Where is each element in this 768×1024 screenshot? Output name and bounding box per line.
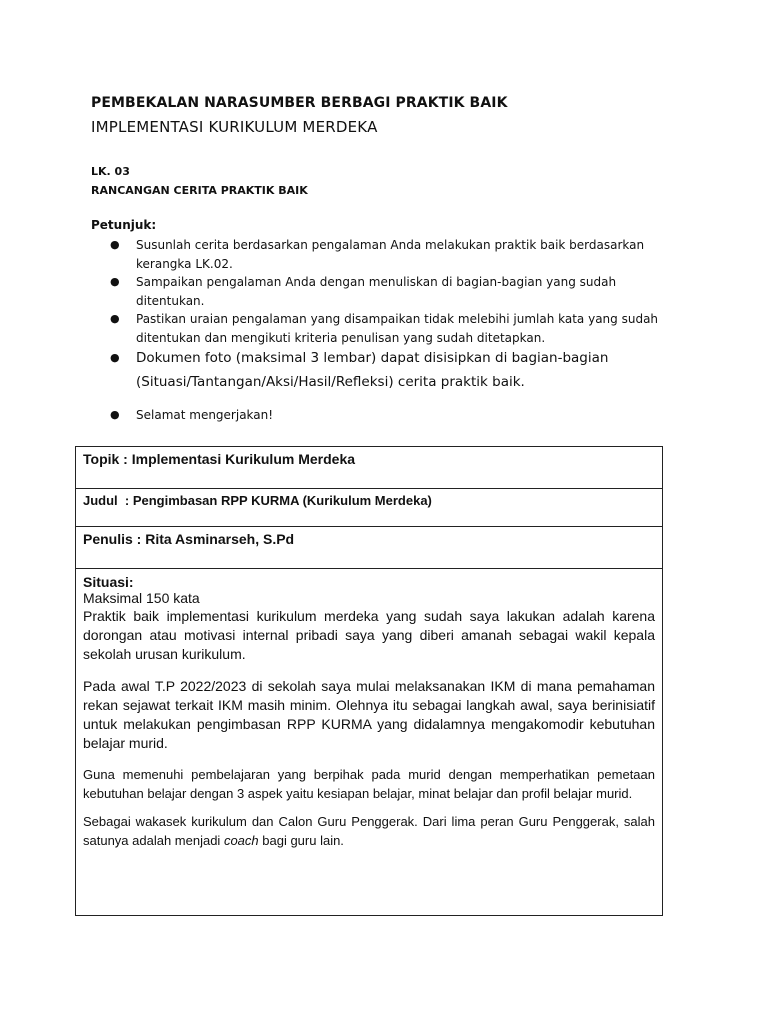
table-row-situasi <box>76 569 662 915</box>
list-item: ● Selamat mengerjakan! <box>110 406 670 425</box>
bullet-icon: ● <box>110 312 120 325</box>
table-row-judul <box>76 489 662 527</box>
lk-title: RANCANGAN CERITA PRAKTIK BAIK <box>91 184 308 197</box>
judul-text: Judul : Pengimbasan RPP KURMA (Kurikulum Merdeka) <box>83 493 432 508</box>
lk-heading <box>91 162 308 200</box>
list-item: ● Dokumen foto (maksimal 3 lembar) dapat disisipkan di bagian-bagian (Situasi/Tantangan/Aksi/Hasil/Refleksi) cerita praktik baik. <box>110 346 670 394</box>
list-item: ● Sampaikan pengalaman Anda dengan menuliskan di bagian-bagian yang sudah ditentukan. <box>110 275 617 308</box>
petunjuk-list <box>110 236 670 425</box>
list-item: ● Susunlah cerita berdasarkan pengalaman Anda melakukan praktik baik berdasarkan kerangka LK.02. <box>110 238 645 271</box>
penulis-text: Penulis : Rita Asminarseh, S.Pd <box>83 531 295 547</box>
situasi-paragraph: Praktik baik implementasi kurikulum merdeka yang sudah saya lakukan adalah karena dorongan atau motivasi internal pribadi saya yang diberi amanah sebagai wakil kepala sekolah urusan kurikulum. <box>83 608 655 662</box>
list-item: ● Pastikan uraian pengalaman yang disampaikan tidak melebihi jumlah kata yang sudah ditentukan dan mengikuti kriteria penulisan yang sudah ditetapkan. <box>110 312 659 345</box>
table-row-topik <box>76 447 662 489</box>
coach-term: coach <box>223 832 259 848</box>
story-table <box>75 446 663 916</box>
document-subtitle: IMPLEMENTASI KURIKULUM MERDEKA <box>91 118 378 136</box>
bullet-icon: ● <box>110 351 120 364</box>
table-row-penulis <box>76 527 662 569</box>
lk-code: LK. 03 <box>91 165 130 178</box>
situasi-label: Situasi: <box>83 574 134 590</box>
bullet-icon: ● <box>110 275 120 288</box>
bullet-icon: ● <box>110 238 120 251</box>
topik-text: Topik : Implementasi Kurikulum Merdeka <box>83 451 356 467</box>
situasi-paragraph: Pada awal T.P 2022/2023 di sekolah saya mulai melaksanakan IKM di mana pemahaman rekan sejawat terkait IKM masih minim. Olehnya itu sebagai langkah awal, saya berinisiatif untuk melakukan pengimbasan RPP KURMA yang didalamnya mengakomodir kebutuhan belajar murid. <box>83 678 655 751</box>
petunjuk-label: Petunjuk: <box>91 218 157 232</box>
document-title: PEMBEKALAN NARASUMBER BERBAGI PRAKTIK BAIK <box>91 95 508 111</box>
bullet-icon: ● <box>110 408 120 421</box>
situasi-paragraph: Guna memenuhi pembelajaran yang berpihak pada murid dengan memperhatikan pemetaan kebutuhan belajar dengan 3 aspek yaitu kesiapan belajar, minat belajar dan profil belajar murid. <box>83 767 655 801</box>
situasi-paragraph: Sebagai wakasek kurikulum dan Calon Guru Penggerak. Dari lima peran Guru Penggerak, salah satunya adalah menjadi coach bagi guru lain. <box>83 814 655 848</box>
situasi-word-limit: Maksimal 150 kata <box>83 590 200 606</box>
